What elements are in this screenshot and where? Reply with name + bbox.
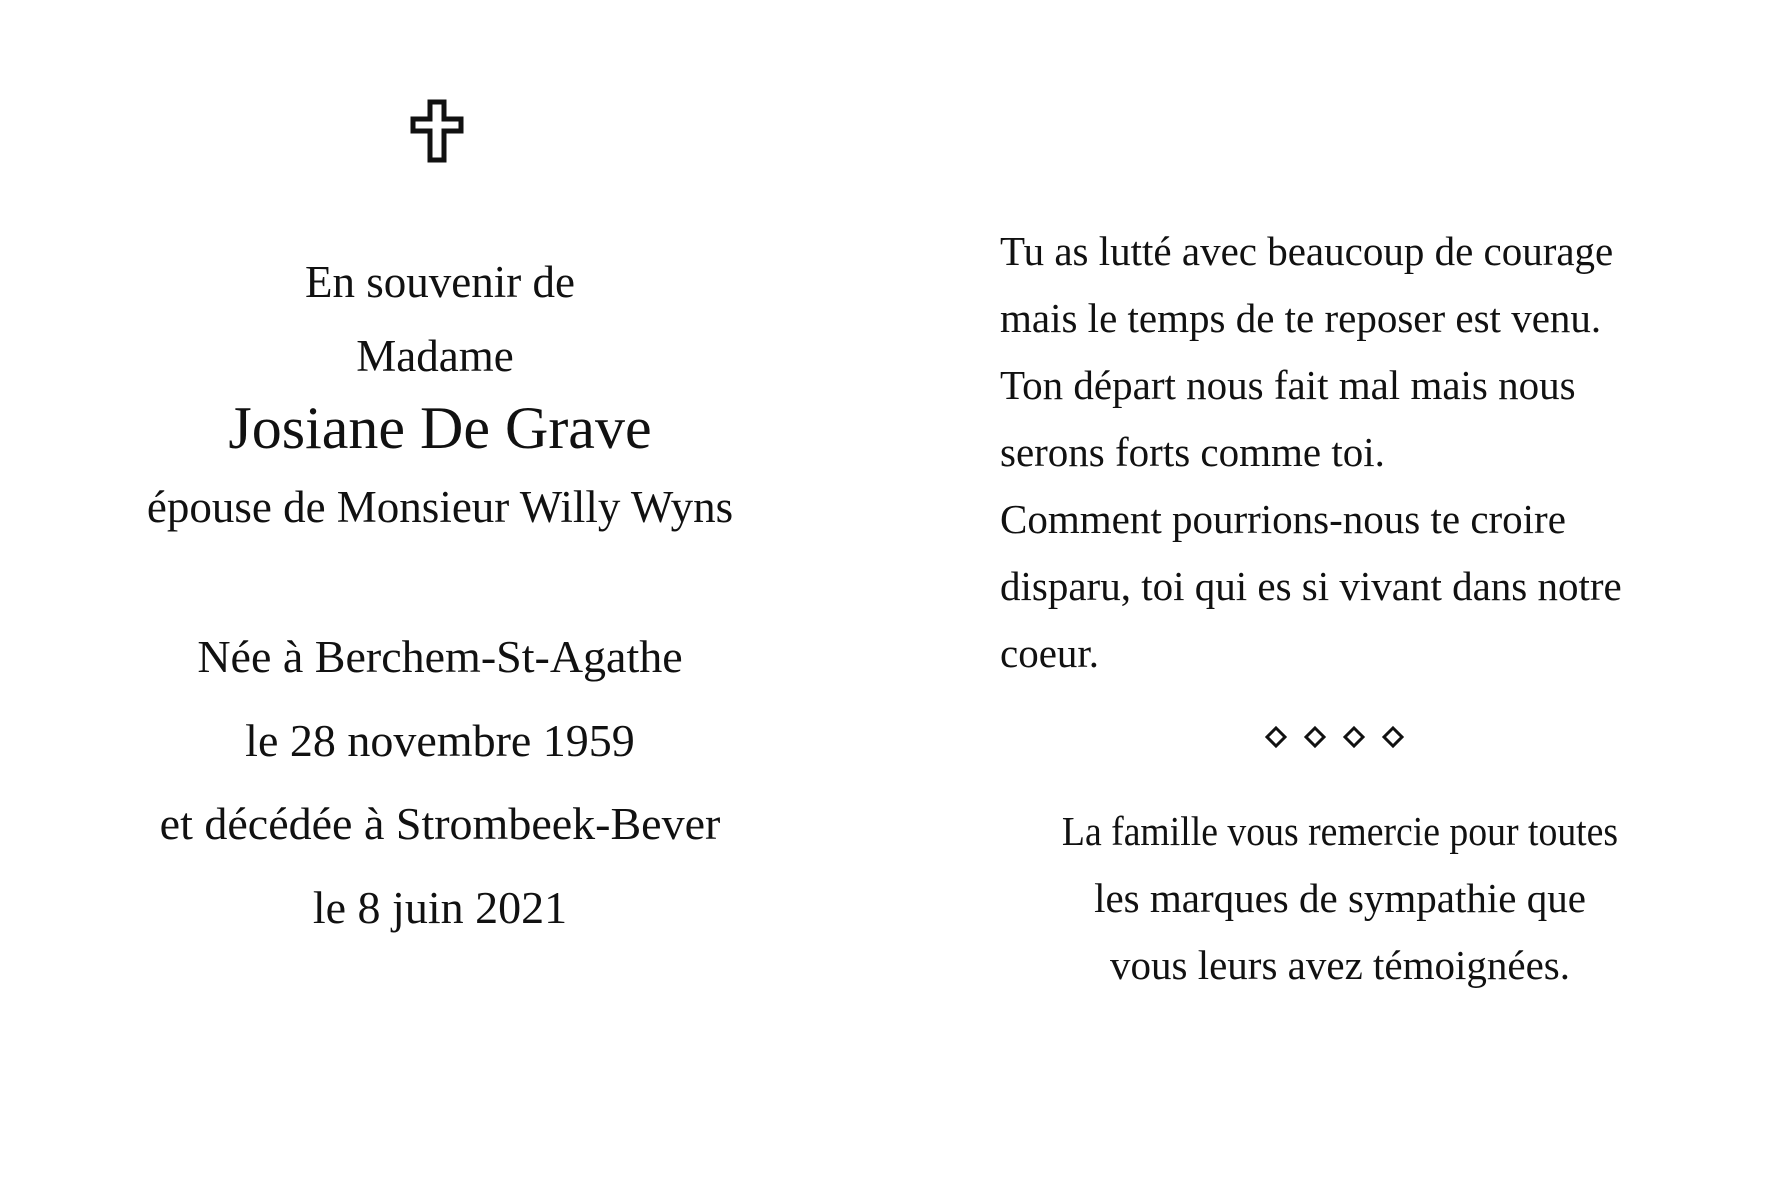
poem-line: Tu as lutté avec beaucoup de courage <box>1000 228 1614 274</box>
deceased-name: Josiane De Grave <box>228 395 652 461</box>
poem-line: coeur. <box>1000 630 1100 676</box>
thanks-line: les marques de sympathie que <box>1094 875 1586 921</box>
memorial-left-panel <box>0 0 880 1181</box>
birth-place: Née à Berchem-St-Agathe <box>197 631 683 682</box>
death-place: et décédée à Strombeek-Bever <box>159 798 721 849</box>
poem-line: Ton départ nous fait mal mais nous <box>1000 362 1576 408</box>
diamond-ornament-icon <box>1264 722 1424 752</box>
title-text: Madame <box>356 331 514 381</box>
memorial-right-panel <box>1000 0 1700 1181</box>
death-date: le 8 juin 2021 <box>312 882 568 933</box>
spouse-text: épouse de Monsieur Willy Wyns <box>146 482 734 532</box>
poem-line: serons forts comme toi. <box>1000 429 1385 475</box>
thanks-line: vous leurs avez témoignées. <box>1110 942 1570 988</box>
birth-date: le 28 novembre 1959 <box>245 715 635 766</box>
cross-icon <box>409 98 465 164</box>
poem-line: disparu, toi qui es si vivant dans notre <box>1000 563 1622 609</box>
thanks-message <box>990 798 1690 999</box>
poem-line: mais le temps de te reposer est venu. <box>1000 295 1602 341</box>
poem-line: Comment pourrions-nous te croire <box>1000 496 1566 542</box>
thanks-line: La famille vous remercie pour toutes <box>1061 808 1619 854</box>
intro-text: En souvenir de <box>305 257 575 307</box>
memorial-poem <box>1000 218 1700 687</box>
